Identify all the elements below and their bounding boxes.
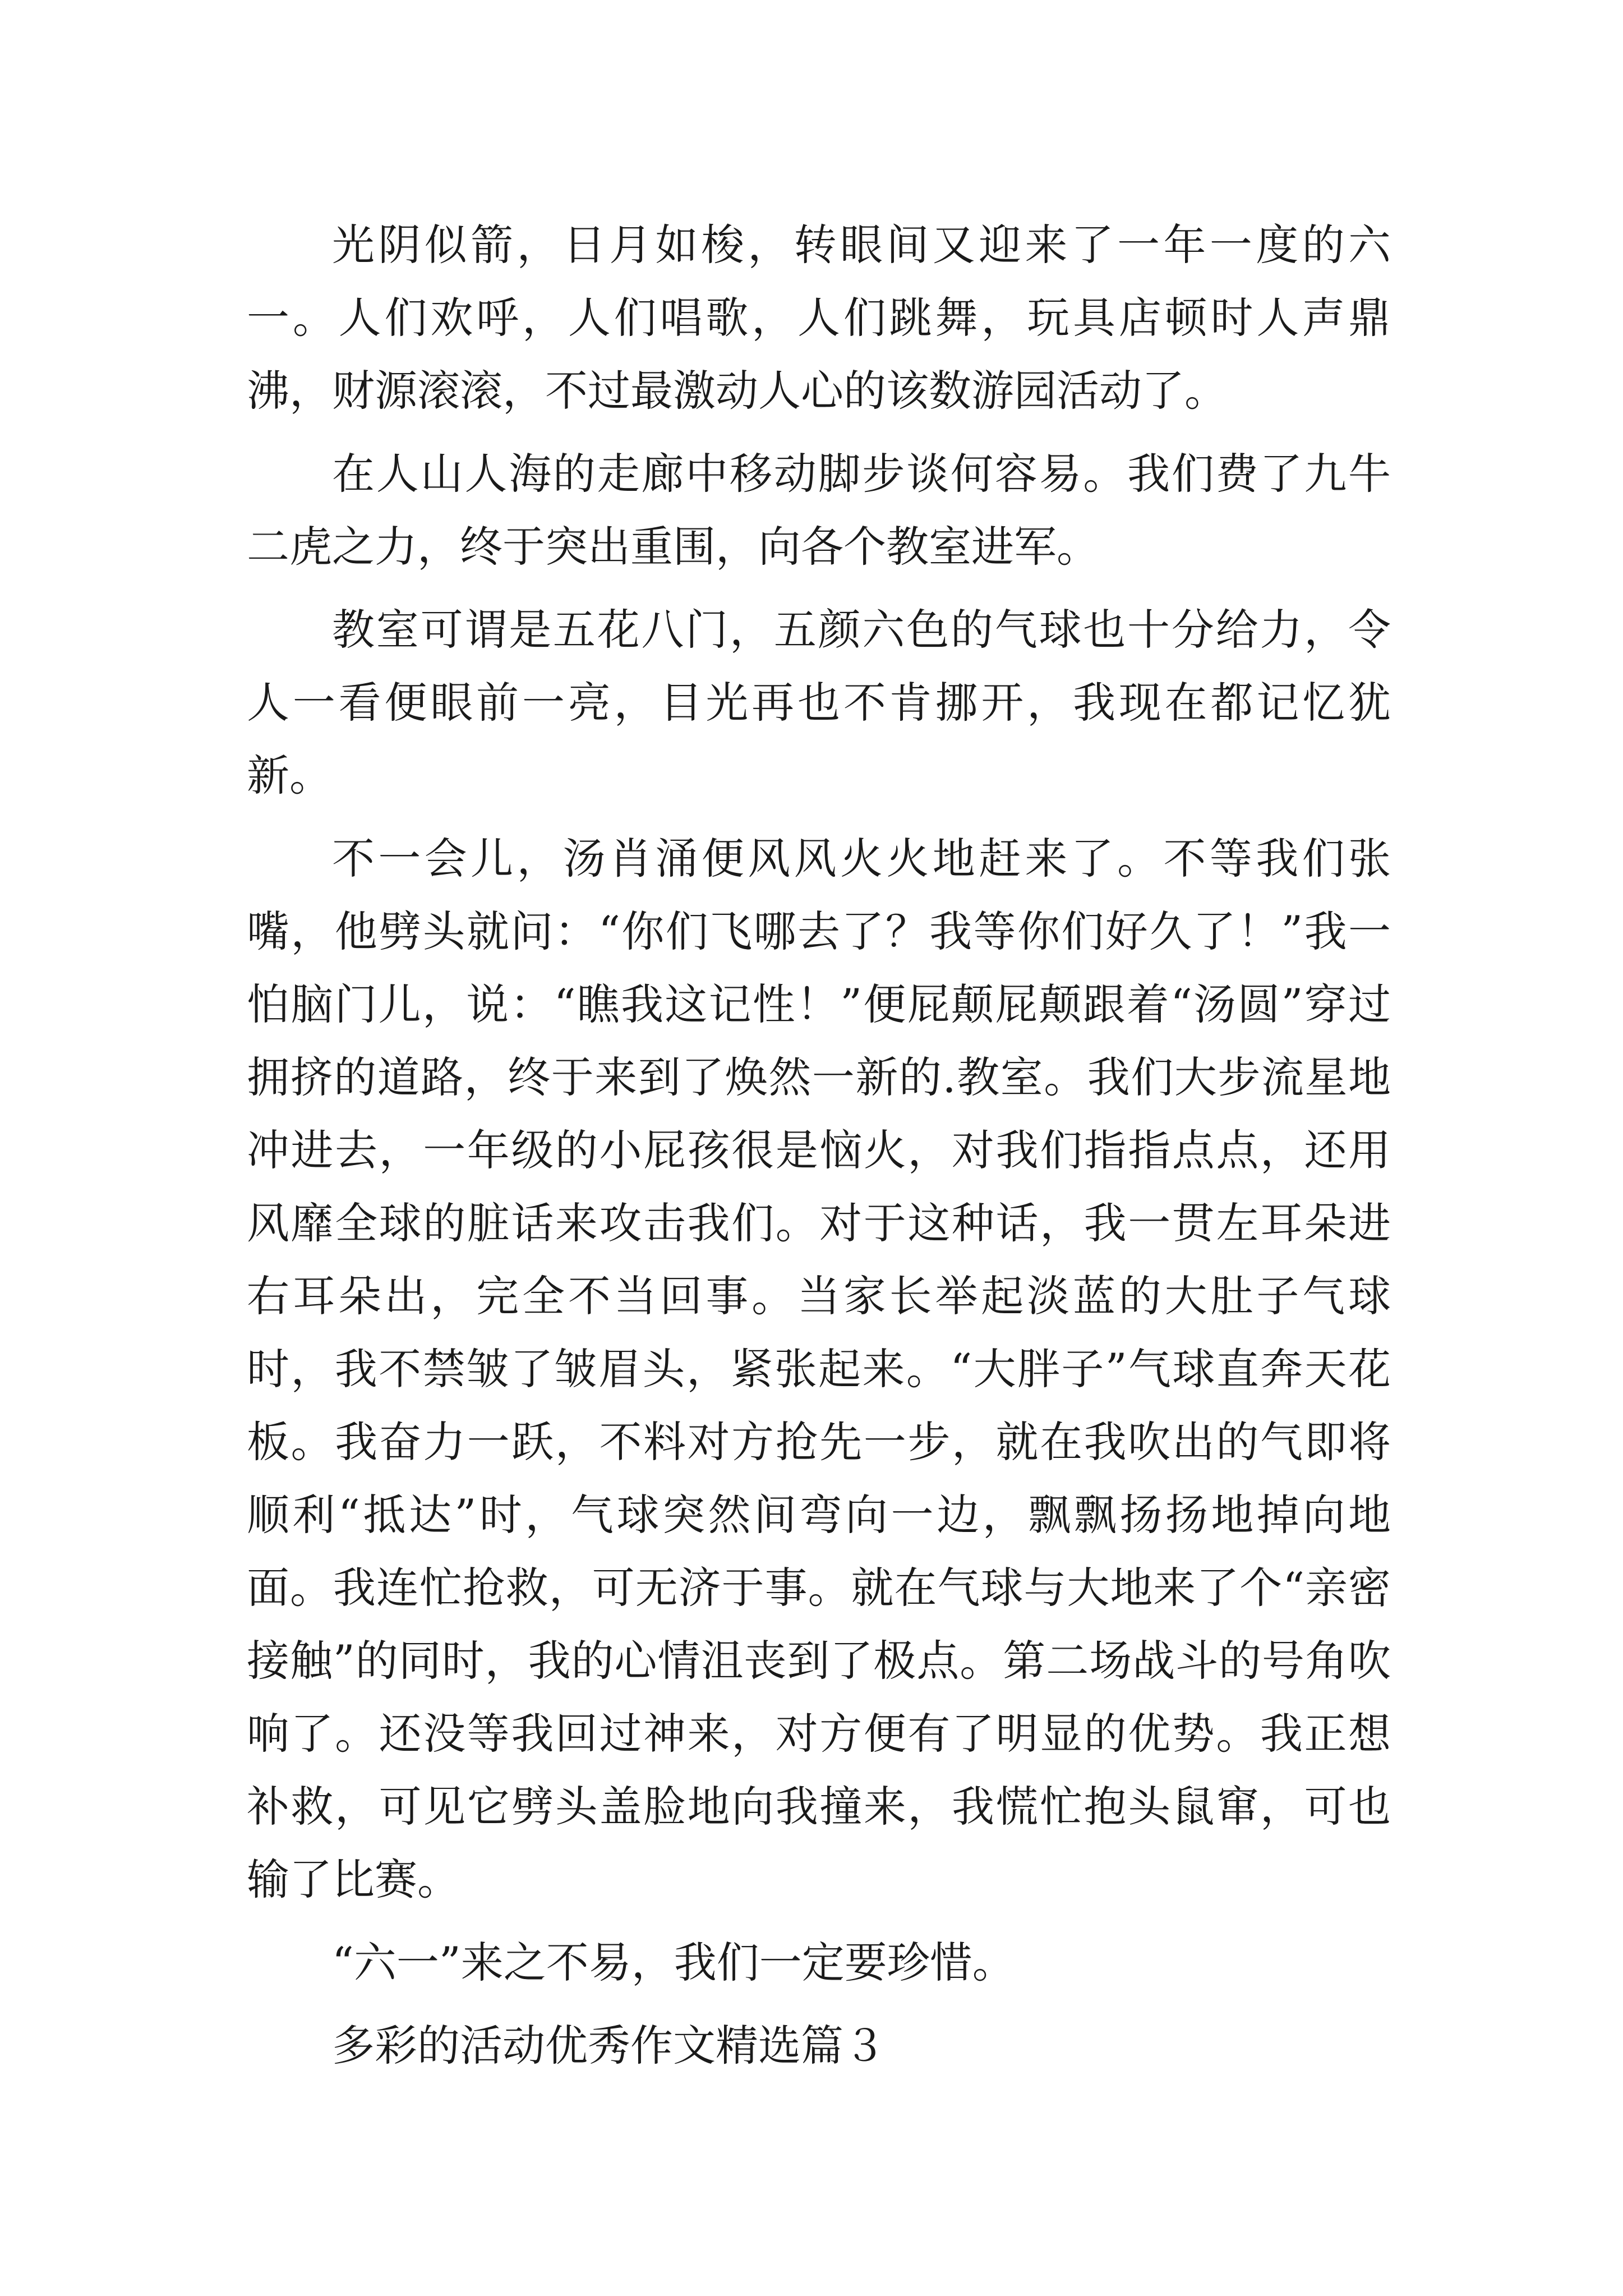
paragraph-4: 不一会儿，汤肖涌便风风火火地赶来了。不等我们张嘴，他劈头就问：“你们飞哪去了？我等你们好久了！”我一怕脑门儿，说：“瞧我这记性！”便屁颠屁颠跟着“汤圆”穿过拥挤的道路，终于来到了焕然一新的.教室。我们大步流星地冲进去，一年级的小屁孩很是恼火，对我们指指点点，还用风靡全球的脏话来攻击我们。对于这种话，我一贯左耳朵进右耳朵出，完全不当回事。当家长举起淡蓝的大肚子气球时，我不禁皱了皱眉头，紧张起来。“大胖子”气球直奔天花板。我奋力一跃，不料对方抢先一步，就在我吹出的气即将顺利“抵达”时，气球突然间弯向一边，飘飘扬扬地掉向地面。我连忙抢救，可无济于事。就在气球与大地来了个“亲密接触”的同时，我的心情沮丧到了极点。第二场战斗的号角吹响了。还没等我回过神来，对方便有了明显的优势。我正想补救，可见它劈头盖脸地向我撞来，我慌忙抱头鼠窜，可也输了比赛。 <box>247 834 1391 1904</box>
section-heading: 多彩的活动优秀作文精选篇３ <box>332 2021 886 2070</box>
paragraph-1: 光阴似箭，日月如梭，转眼间又迎来了一年一度的六一。人们欢呼，人们唱歌，人们跳舞，玩具店顿时人声鼎沸，财源滚滚，不过最激动人心的该数游园活动了。 <box>247 220 1391 416</box>
paragraph-3: 教室可谓是五花八门，五颜六色的气球也十分给力，令人一看便眼前一亮，目光再也不肯挪开，我现在都记忆犹新。 <box>247 605 1391 800</box>
paragraph-2: 在人山人海的走廊中移动脚步谈何容易。我们费了九牛二虎之力，终于突出重围，向各个教室进军。 <box>247 449 1391 572</box>
paragraph-5: “六一”来之不易，我们一定要珍惜。 <box>332 1938 1015 1987</box>
document-body <box>247 209 1391 2082</box>
